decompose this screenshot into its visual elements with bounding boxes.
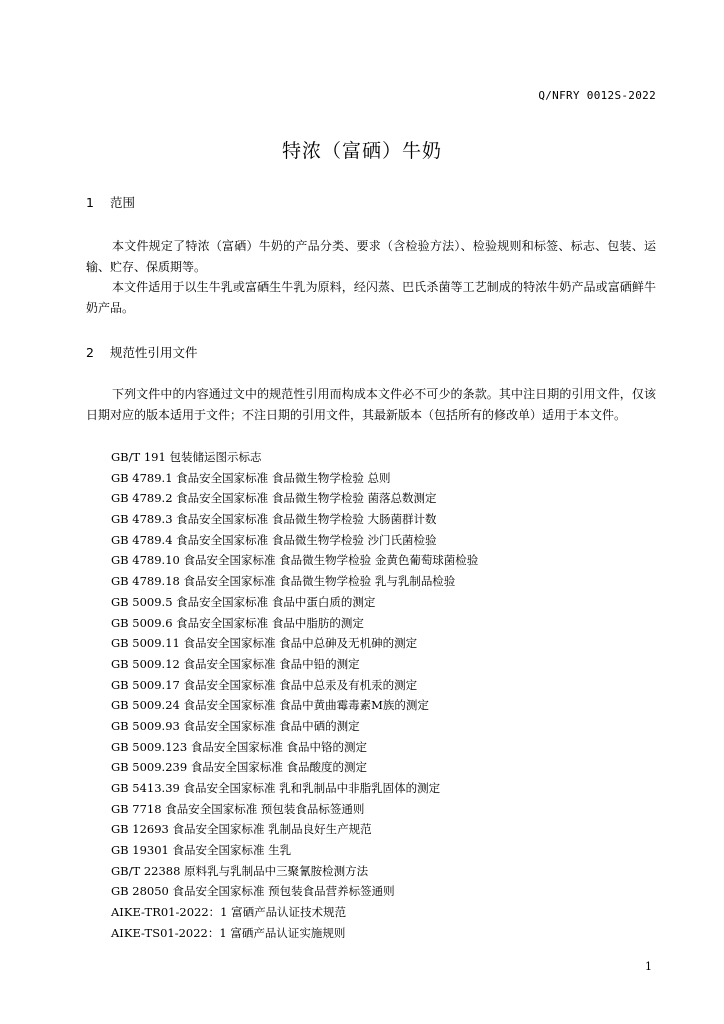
standard-code: Q/NFRY 0012S-2022 [538,89,656,102]
reference-item: GB 4789.2 食品安全国家标准 食品微生物学检验 菌落总数测定 [111,491,437,506]
reference-item: GB 4789.3 食品安全国家标准 食品微生物学检验 大肠菌群计数 [111,512,437,527]
reference-item: GB 5009.24 食品安全国家标准 食品中黄曲霉毒素M族的测定 [111,698,429,713]
reference-item: GB 5413.39 食品安全国家标准 乳和乳制品中非脂乳固体的测定 [111,781,441,795]
reference-item: AIKE-TR01-2022：1 富硒产品认证技术规范 [111,905,347,920]
reference-item: GB 5009.123 食品安全国家标准 食品中铬的测定 [111,739,367,754]
reference-item: GB 12693 食品安全国家标准 乳制品良好生产规范 [111,822,372,837]
reference-item: GB 4789.4 食品安全国家标准 食品微生物学检验 沙门氏菌检验 [111,532,437,547]
scope-paragraph-1: 本文件规定了特浓（富硒）牛奶的产品分类、要求（含检验方法）、检验规则和标签、标志、包装、运输、贮存、保质期等。 [86,239,656,274]
section-title: 规范性引用文件 [109,345,198,360]
references-intro-paragraph: 下列文件中的内容通过文中的规范性引用而构成本文件必不可少的条款。其中注日期的引用文件，仅该日期对应的版本适用于文件；不注日期的引用文件，其最新版本（包括所有的修改单）适用于本文件。 [86,387,656,422]
reference-item: GB 5009.12 食品安全国家标准 食品中铅的测定 [111,656,360,671]
reference-item: GB 5009.17 食品安全国家标准 食品中总汞及有机汞的测定 [111,677,418,692]
reference-item: GB/T 22388 原料乳与乳制品中三聚氰胺检测方法 [111,863,369,878]
page-number: 1 [645,960,652,973]
reference-item: GB 19301 食品安全国家标准 生乳 [111,843,292,858]
section-heading-scope [86,193,135,211]
reference-item: GB 5009.93 食品安全国家标准 食品中硒的测定 [111,718,360,733]
reference-item: GB 28050 食品安全国家标准 预包装食品营养标签通则 [111,884,395,899]
section-number: 2 [86,345,94,360]
reference-item: GB 5009.239 食品安全国家标准 食品酸度的测定 [111,760,367,775]
reference-item: GB/T 191 包装储运图示标志 [111,450,262,464]
scope-paragraph-2: 本文件适用于以生牛乳或富硒生牛乳为原料，经闪蒸、巴氏杀菌等工艺制成的特浓牛奶产品或富硒鲜牛奶产品。 [86,280,656,315]
section-number: 1 [86,195,94,210]
reference-list [111,447,478,944]
reference-item: GB 4789.1 食品安全国家标准 食品微生物学检验 总则 [111,470,391,485]
document-title: 特浓（富硒）牛奶 [281,140,442,162]
reference-item: GB 5009.5 食品安全国家标准 食品中蛋白质的测定 [111,594,376,609]
reference-item: GB 7718 食品安全国家标准 预包装食品标签通则 [111,801,365,816]
section-title: 范围 [109,195,135,210]
reference-item: AIKE-TS01-2022：1 富硒产品认证实施规则 [111,925,346,940]
reference-item: GB 4789.10 食品安全国家标准 食品微生物学检验 金黄色葡萄球菌检验 [111,553,479,568]
section-heading-normative-references [86,343,198,361]
reference-item: GB 4789.18 食品安全国家标准 食品微生物学检验 乳与乳制品检验 [111,574,456,589]
reference-item: GB 5009.6 食品安全国家标准 食品中脂肪的测定 [111,615,364,630]
reference-item: GB 5009.11 食品安全国家标准 食品中总砷及无机砷的测定 [111,636,418,651]
